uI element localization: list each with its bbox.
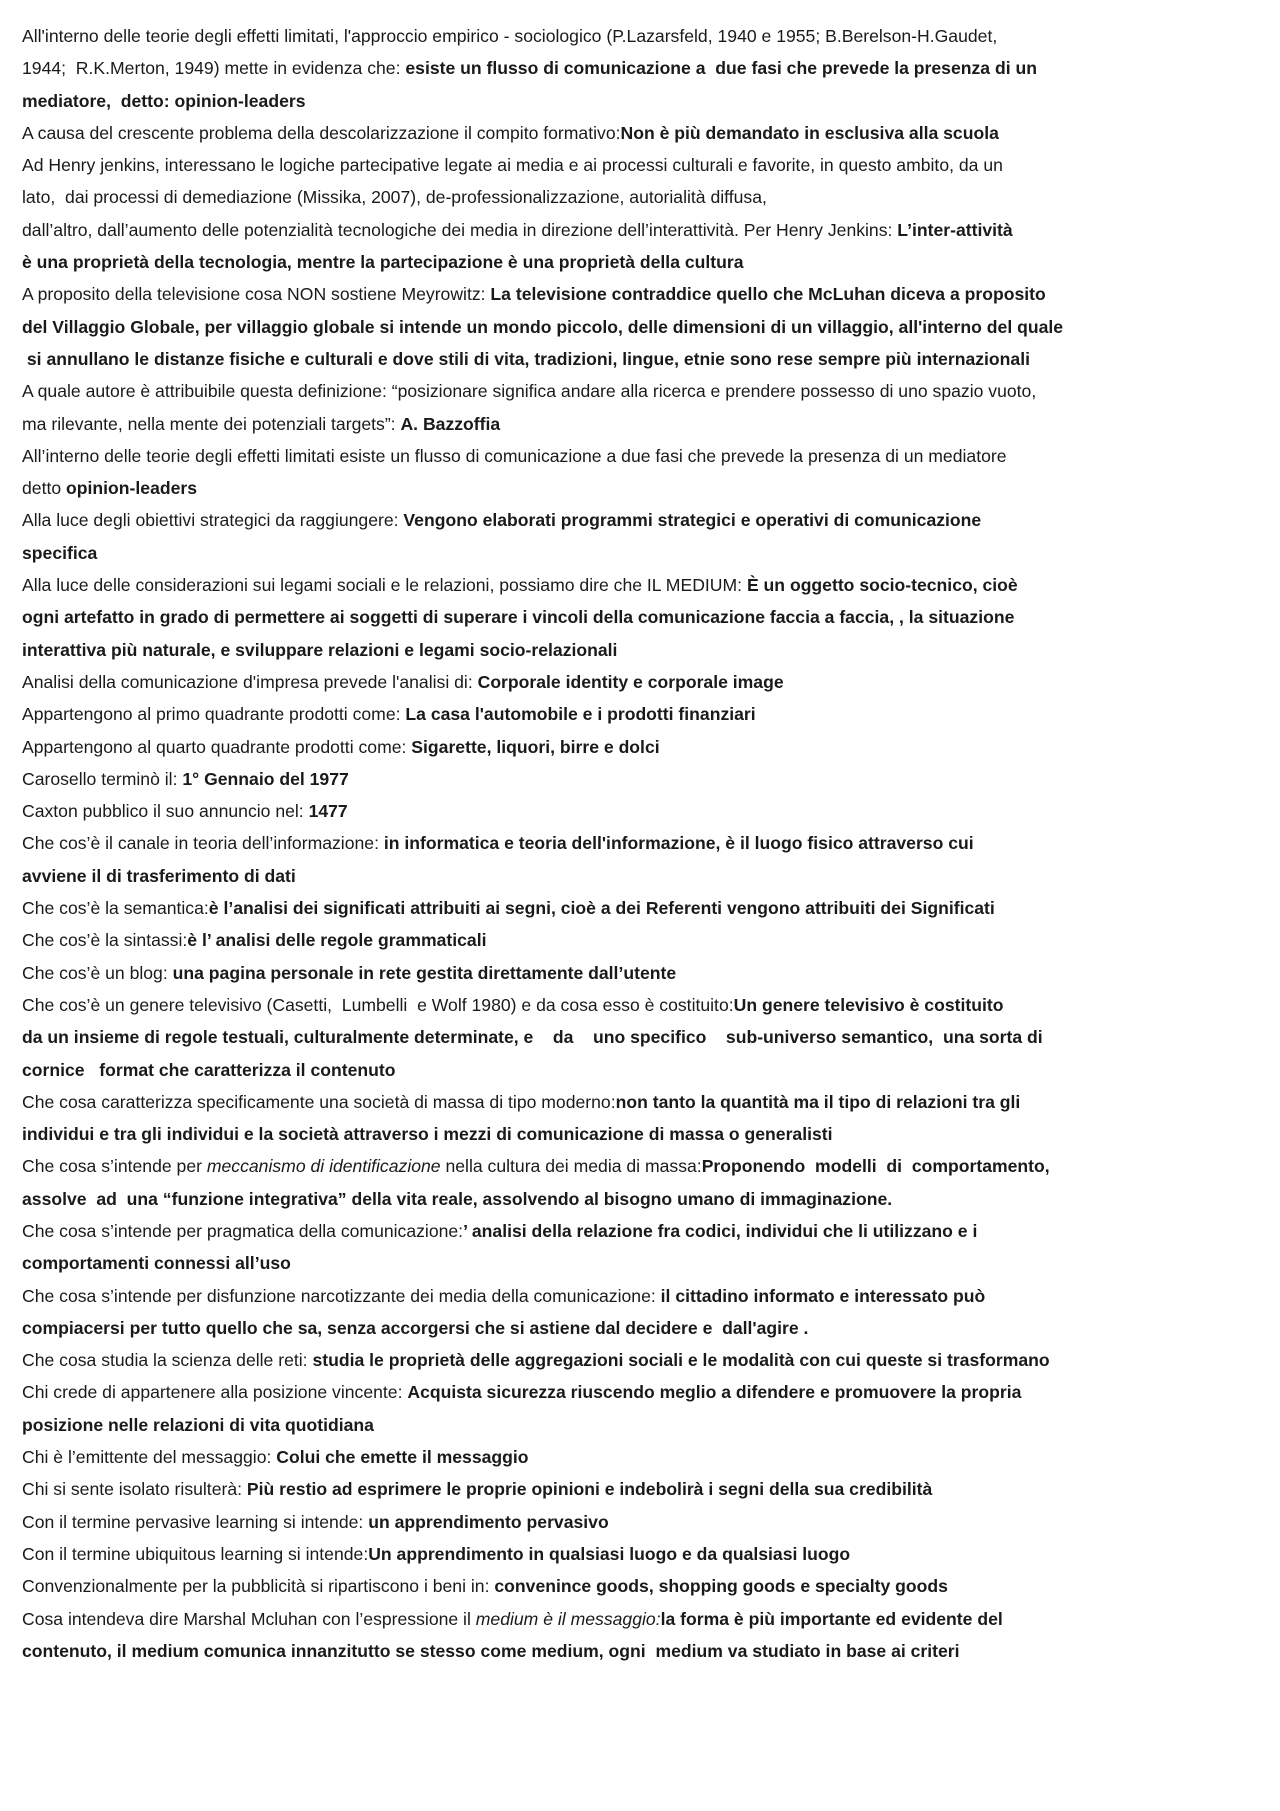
answer-text: Un genere televisivo è costituito: [733, 994, 1004, 1015]
answer-text: una pagina personale in rete gestita direttamente dall’utente: [172, 962, 677, 983]
text-line: [22, 827, 1232, 859]
text-line: [22, 1538, 1232, 1570]
text-line: [22, 408, 1232, 440]
text-line: [22, 1344, 1232, 1376]
answer-text: comportamenti connessi all’uso: [22, 1253, 291, 1274]
text-line: [22, 892, 1232, 924]
text-line: [22, 989, 1232, 1021]
text-line: [22, 634, 1232, 666]
question-text: Appartengono al quarto quadrante prodotti come:: [22, 736, 412, 757]
text-line: [22, 311, 1232, 343]
question-text: Ad Henry jenkins, interessano le logiche partecipative legate ai media e ai processi culturali e favorite, in questo ambito, da un: [22, 155, 1003, 176]
question-text: Che cosa caratterizza specificamente una società di massa di tipo moderno:: [22, 1091, 616, 1112]
question-text: Alla luce degli obiettivi strategici da raggiungere:: [22, 510, 404, 531]
answer-text: ogni artefatto in grado di permettere ai soggetti di superare i vincoli della comunicazione faccia a faccia, , la situazione: [22, 607, 1015, 628]
answer-text: Vengono elaborati programmi strategici e operativi di comunicazione: [403, 510, 982, 531]
text-line: [22, 504, 1232, 536]
question-text: nella cultura dei media di massa:: [440, 1156, 702, 1177]
document-page: [22, 20, 1232, 1667]
question-text: Chi è l’emittente del messaggio:: [22, 1447, 277, 1468]
text-line: [22, 472, 1232, 504]
text-line: [22, 569, 1232, 601]
answer-text: avviene il di trasferimento di dati: [22, 865, 296, 886]
question-text: ma rilevante, nella mente dei potenziali targets”:: [22, 413, 401, 434]
text-line: [22, 246, 1232, 278]
answer-text: Più restio ad esprimere le proprie opinioni e indebolirà i segni della sua credibilità: [246, 1479, 933, 1500]
text-line: [22, 924, 1232, 956]
question-text: Alla luce delle considerazioni sui legami sociali e le relazioni, possiamo dire che IL MEDIUM:: [22, 575, 747, 596]
text-line: [22, 85, 1232, 117]
text-line: [22, 763, 1232, 795]
text-line: [22, 20, 1232, 52]
question-text: Che cos’è la sintassi:: [22, 930, 188, 951]
question-text: Chi si sente isolato risulterà:: [22, 1479, 247, 1500]
question-text: All'interno delle teorie degli effetti limitati, l'approccio empirico - sociologico (P.Lazarsfeld, 1940 e 1955; B.Berelson-H.Gaudet,: [22, 26, 998, 46]
text-line: [22, 1312, 1232, 1344]
answer-text: è l’ analisi delle regole grammaticali: [187, 930, 487, 951]
text-line: [22, 278, 1232, 310]
answer-text: 1477: [308, 801, 348, 822]
answer-text: La casa l'automobile e i prodotti finanziari: [405, 704, 756, 725]
text-line: [22, 440, 1232, 472]
text-line: [22, 1118, 1232, 1150]
answer-text: Sigarette, liquori, birre e dolci: [411, 736, 660, 757]
text-line: [22, 1021, 1232, 1053]
text-line: [22, 1150, 1232, 1182]
text-line: [22, 1473, 1232, 1505]
answer-text: studia le proprietà delle aggregazioni sociali e le modalità con cui queste si trasformano: [312, 1350, 1050, 1371]
text-line: [22, 1247, 1232, 1279]
answer-text: È un oggetto socio-tecnico, cioè: [746, 575, 1018, 596]
question-text: medium è il messaggio:: [475, 1608, 661, 1629]
text-line: [22, 1570, 1232, 1602]
question-text: detto: [22, 478, 67, 499]
text-line: [22, 1441, 1232, 1473]
answer-text: 1° Gennaio del 1977: [182, 768, 349, 789]
text-line: [22, 1280, 1232, 1312]
answer-text: un apprendimento pervasivo: [368, 1511, 609, 1532]
answer-text: individui e tra gli individui e la società attraverso i mezzi di comunicazione di massa o generalisti: [22, 1124, 833, 1145]
text-line: [22, 343, 1232, 375]
answer-text: Acquista sicurezza riuscendo meglio a difendere e promuovere la propria: [407, 1382, 1022, 1403]
question-text: All’interno delle teorie degli effetti limitati esiste un flusso di comunicazione a due fasi che prevede la presenza di un mediatore: [22, 445, 1007, 466]
text-line: [22, 1603, 1232, 1635]
text-line: [22, 1054, 1232, 1086]
question-text: Con il termine pervasive learning si intende:: [22, 1511, 369, 1532]
answer-text: Non è più demandato in esclusiva alla scuola: [620, 122, 999, 143]
answer-text: assolve ad una “funzione integrativa” della vita reale, assolvendo al bisogno umano di immaginazione.: [22, 1188, 893, 1209]
text-line: [22, 537, 1232, 569]
answer-text: opinion-leaders: [66, 478, 198, 499]
answer-text: Proponendo modelli di comportamento,: [701, 1156, 1050, 1177]
answer-text: Colui che emette il messaggio: [276, 1447, 529, 1468]
question-text: Analisi della comunicazione d'impresa prevede l'analisi di:: [22, 671, 478, 692]
answer-text: Un apprendimento in qualsiasi luogo e da qualsiasi luogo: [368, 1543, 851, 1564]
question-text: lato, dai processi di demediazione (Missika, 2007), de-professionalizzazione, autorialità diffusa,: [22, 187, 767, 208]
question-text: A causa del crescente problema della descolarizzazione il compito formativo:: [22, 122, 621, 143]
text-line: [22, 601, 1232, 633]
text-line: [22, 117, 1232, 149]
answer-text: in informatica e teoria dell'informazione, è il luogo fisico attraverso cui: [383, 833, 974, 854]
question-text: Che cosa s’intende per pragmatica della comunicazione:: [22, 1220, 464, 1241]
question-text: Cosa intendeva dire Marshal Mcluhan con l’espressione il: [22, 1608, 476, 1629]
text-line: [22, 698, 1232, 730]
text-line: [22, 860, 1232, 892]
text-line: [22, 1409, 1232, 1441]
question-text: A quale autore è attribuibile questa definizione: “posizionare significa andare alla ricerca e prendere possesso di uno spazio vuoto,: [22, 381, 1037, 402]
question-text: Che cos’è un blog:: [22, 962, 173, 983]
text-line: [22, 1506, 1232, 1538]
question-text: Che cos’è un genere televisivo (Casetti, Lumbelli e Wolf 1980) e da cosa esso è costituito:: [22, 994, 734, 1015]
answer-text: specifica: [22, 542, 98, 563]
question-text: Che cosa s’intende per: [22, 1156, 207, 1177]
text-line: [22, 957, 1232, 989]
question-text: meccanismo di identificazione: [206, 1156, 441, 1177]
answer-text: L’inter-attività: [897, 219, 1013, 240]
answer-text: si annullano le distanze fisiche e culturali e dove stili di vita, tradizioni, lingue, etnie sono rese sempre più internazionali: [22, 348, 1030, 369]
answer-text: è l’analisi dei significati attribuiti ai segni, cioè a dei Referenti vengono attribuiti dei Significati: [208, 898, 995, 919]
answer-text: posizione nelle relazioni di vita quotidiana: [22, 1414, 374, 1435]
answer-text: non tanto la quantità ma il tipo di relazioni tra gli: [615, 1091, 1021, 1112]
question-text: Appartengono al primo quadrante prodotti come:: [22, 704, 406, 725]
question-text: Carosello terminò il:: [22, 768, 183, 789]
text-line: [22, 1376, 1232, 1408]
text-line: [22, 1183, 1232, 1215]
answer-text: La televisione contraddice quello che McLuhan diceva a proposito: [490, 284, 1046, 305]
text-line: [22, 1086, 1232, 1118]
answer-text: interattiva più naturale, e sviluppare relazioni e legami socio-relazionali: [22, 639, 618, 660]
text-line: [22, 375, 1232, 407]
text-line: [22, 666, 1232, 698]
answer-text: contenuto, il medium comunica innanzitutto se stesso come medium, ogni medium va studiato in base ai criteri: [22, 1640, 960, 1661]
answer-text: compiacersi per tutto quello che sa, senza accorgersi che si astiene dal decidere e dall'agire .: [22, 1317, 809, 1338]
question-text: Caxton pubblico il suo annuncio nel:: [22, 801, 309, 822]
question-text: A proposito della televisione cosa NON sostiene Meyrowitz:: [22, 284, 491, 305]
text-line: [22, 181, 1232, 213]
text-line: [22, 52, 1232, 84]
answer-text: da un insieme di regole testuali, culturalmente determinate, e da uno specifico sub-universo semantico, una sorta di: [22, 1027, 1043, 1048]
question-text: Che cos’è il canale in teoria dell’informazione:: [22, 833, 384, 854]
answer-text: A. Bazzoffia: [400, 413, 501, 434]
text-line: [22, 731, 1232, 763]
answer-text: del Villaggio Globale, per villaggio globale si intende un mondo piccolo, delle dimensioni di un villaggio, all'interno del quale: [22, 316, 1064, 337]
text-line: [22, 1635, 1232, 1667]
answer-text: convenince goods, shopping goods e specialty goods: [494, 1576, 948, 1597]
answer-text: esiste un flusso di comunicazione a due fasi che prevede la presenza di un: [405, 58, 1037, 79]
question-text: Chi crede di appartenere alla posizione vincente:: [22, 1382, 408, 1403]
text-line: [22, 1215, 1232, 1247]
question-text: 1944; R.K.Merton, 1949) mette in evidenza che:: [22, 58, 406, 79]
question-text: Con il termine ubiquitous learning si intende:: [22, 1543, 369, 1564]
text-line: [22, 795, 1232, 827]
answer-text: cornice format che caratterizza il contenuto: [22, 1059, 396, 1080]
answer-text: è una proprietà della tecnologia, mentre la partecipazione è una proprietà della cultura: [22, 252, 744, 273]
text-line: [22, 214, 1232, 246]
question-text: Che cosa studia la scienza delle reti:: [22, 1350, 313, 1371]
answer-text: mediatore, detto: opinion-leaders: [22, 90, 306, 111]
question-text: Che cosa s’intende per disfunzione narcotizzante dei media della comunicazione:: [22, 1285, 661, 1306]
answer-text: ’ analisi della relazione fra codici, individui che li utilizzano e i: [463, 1220, 978, 1241]
answer-text: Corporale identity e corporale image: [477, 671, 784, 692]
answer-text: il cittadino informato e interessato può: [660, 1285, 986, 1306]
question-text: Convenzionalmente per la pubblicità si ripartiscono i beni in:: [22, 1576, 495, 1597]
question-text: dall’altro, dall’aumento delle potenzialità tecnologiche dei media in direzione dell’interattività. Per Henry Jenkins:: [22, 219, 898, 240]
text-line: [22, 149, 1232, 181]
answer-text: la forma è più importante ed evidente del: [660, 1608, 1003, 1629]
question-text: Che cos’è la semantica:: [22, 898, 209, 919]
